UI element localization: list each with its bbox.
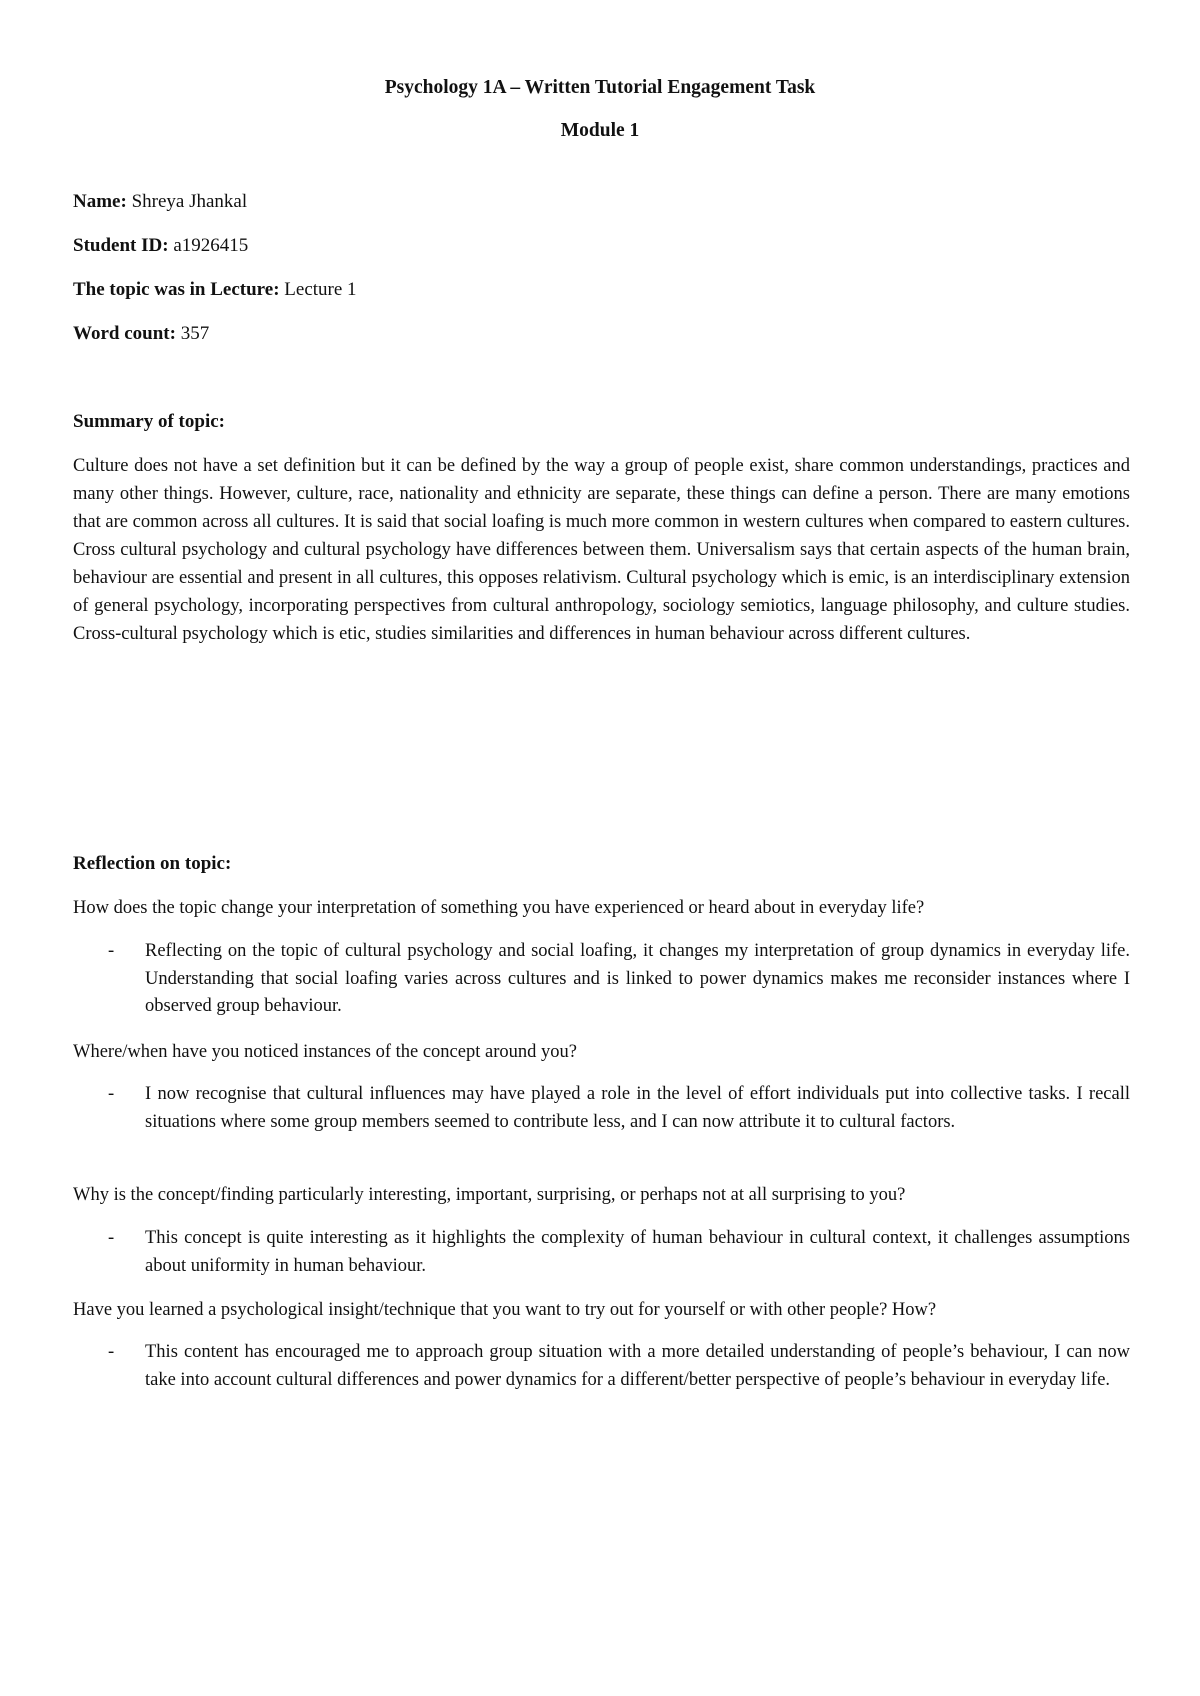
summary-body: Culture does not have a set definition but it can be defined by the way a group of people exist, share common understandings, practices and many other things. However, culture, race, nationality and ethnicity are separate, these things can define a person. There are many emotions that are common across all cultures. It is said that social loafing is much more common in western cultures when compared to eastern cultures. Cross cultural psychology and cultural psychology have differences between them. Universalism says that certain aspects of the human brain, behaviour are essential and present in all cultures, this opposes relativism. Cultural psychology which is emic, is an interdisciplinary extension of general psychology, incorporating perspectives from cultural anthropology, sociology semiotics, language philosophy, and culture studies. Cross-cultural psychology which is etic, studies similarities and differences in human behaviour across different cultures.: [73, 456, 1130, 644]
reflection-answer-text: This content has encouraged me to approach group situation with a more detailed understanding of people’s behaviour, I can now take into account cultural differences and power dynamics for a different/better perspective of people’s behaviour in everyday life.: [145, 1342, 1130, 1390]
reflection-answer-text: This concept is quite interesting as it highlights the complexity of human behaviour in cultural context, it challenges assumptions about uniformity in human behaviour.: [145, 1228, 1130, 1276]
name-line: [73, 188, 247, 216]
reflection-answer-4: [108, 1339, 1130, 1394]
reflection-question-2: Where/when have you noticed instances of the concept around you?: [73, 1042, 577, 1062]
student-id-label: Student ID:: [73, 235, 169, 256]
student-id-line: [73, 232, 248, 260]
reflection-answer-1: [108, 938, 1130, 1021]
document-title: Psychology 1A – Written Tutorial Engagement Task: [384, 77, 816, 98]
bullet-dash: -: [108, 941, 115, 961]
reflection-question-4: Have you learned a psychological insight/technique that you want to try out for yourself or with other people? How?: [73, 1300, 937, 1320]
name-label: Name:: [73, 191, 127, 212]
word-count-value: 357: [180, 323, 210, 344]
bullet-dash: -: [108, 1342, 115, 1362]
lecture-label: The topic was in Lecture:: [73, 279, 280, 300]
reflection-heading: Reflection on topic:: [73, 853, 232, 874]
bullet-dash: -: [108, 1228, 115, 1248]
document-subtitle: Module 1: [560, 120, 640, 141]
reflection-answer-2: [108, 1081, 1130, 1136]
reflection-question-1: How does the topic change your interpretation of something you have experienced or heard about in everyday life?: [73, 898, 925, 918]
word-count-line: [73, 320, 209, 348]
word-count-label: Word count:: [73, 323, 176, 344]
name-value: Shreya Jhankal: [131, 191, 248, 212]
lecture-line: [73, 276, 357, 304]
bullet-dash: -: [108, 1084, 115, 1104]
reflection-answer-text: Reflecting on the topic of cultural psychology and social loafing, it changes my interpretation of group dynamics in everyday life. Understanding that social loafing varies across cultures and is linked to power dynamics makes me reconsider instances where I observed group behaviour.: [145, 941, 1130, 1016]
lecture-value: Lecture 1: [284, 279, 357, 300]
summary-heading: Summary of topic:: [73, 411, 225, 432]
student-id-value: a1926415: [173, 235, 249, 256]
reflection-answer-3: [108, 1225, 1130, 1280]
reflection-question-3: Why is the concept/finding particularly interesting, important, surprising, or perhaps not at all surprising to you?: [73, 1185, 906, 1205]
reflection-answer-text: I now recognise that cultural influences may have played a role in the level of effort individuals put into collective tasks. I recall situations where some group members seemed to contribute less, and I can now attribute it to cultural factors.: [145, 1084, 1130, 1132]
